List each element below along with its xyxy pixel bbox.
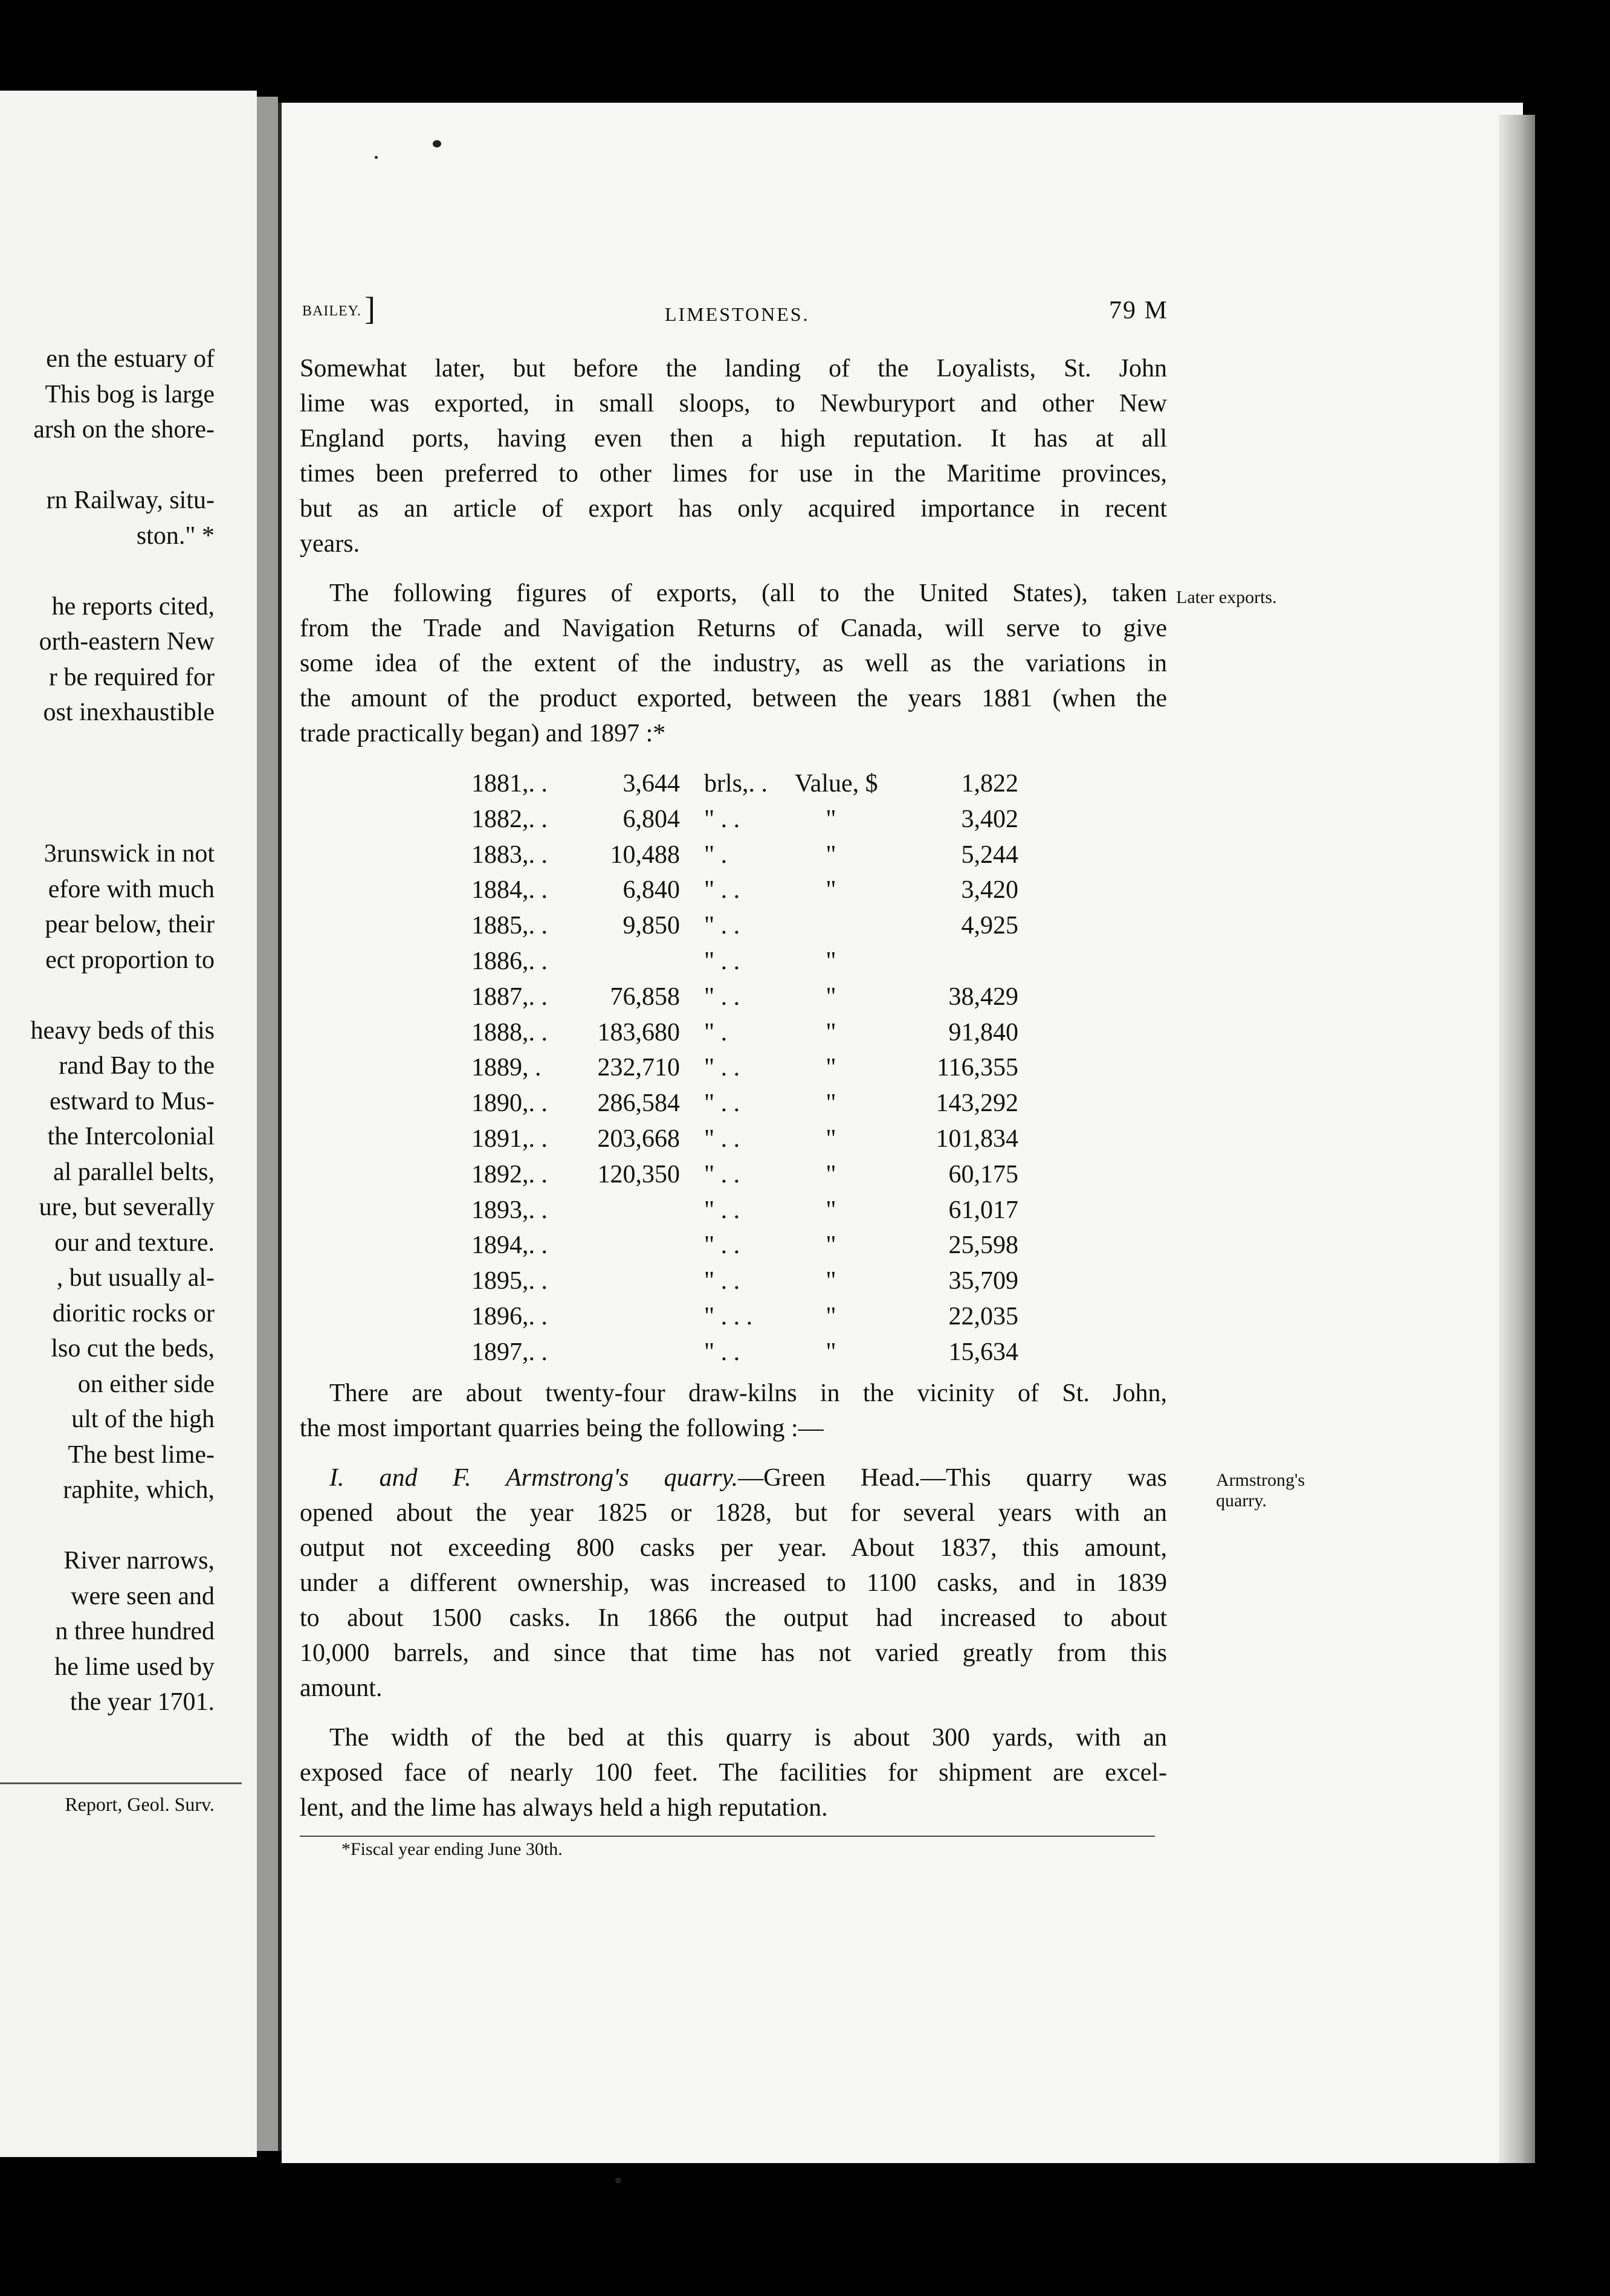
table-quantity: 183,680: [597, 1018, 680, 1046]
table-year: 1882,. .: [471, 805, 548, 833]
paragraph2-line: The following figures of exports, (all to the United States), taken: [329, 579, 1167, 607]
table-unit: " .: [704, 1018, 728, 1046]
page-edge-shadow: [1499, 115, 1535, 2163]
table-value-label: ": [826, 1054, 836, 1082]
table-unit: " . .: [704, 947, 740, 975]
left-page-line: ure, but severally: [39, 1193, 215, 1221]
table-unit: " . .: [704, 1125, 740, 1153]
left-page-line: heavy beds of this: [30, 1016, 215, 1045]
left-page-line: rn Railway, situ-: [46, 486, 215, 514]
table-quantity: 6,804: [622, 805, 680, 833]
left-page-line: ston." *: [136, 521, 215, 550]
table-unit: " . .: [704, 1089, 740, 1118]
left-page-line: estward to Mus-: [50, 1087, 215, 1115]
paragraph4-first-line: [329, 1463, 1167, 1493]
paragraph1-line: lime was exported, in small sloops, to Newburyport and other New: [300, 390, 1167, 418]
table-unit: brls,. .: [704, 770, 768, 798]
table-year: 1896,. .: [471, 1303, 548, 1330]
table-amount: 15,634: [948, 1338, 1018, 1366]
left-page-line: our and texture.: [54, 1228, 215, 1257]
left-page-footnote: Report, Geol. Surv.: [65, 1793, 215, 1815]
table-value-label: ": [826, 1125, 836, 1153]
table-quantity: 120,350: [597, 1160, 680, 1188]
table-amount: 3,420: [961, 876, 1018, 905]
left-page-line: orth-eastern New: [39, 628, 215, 656]
left-page-line: efore with much: [48, 875, 215, 903]
paragraph2-line: trade practically began) and 1897 :*: [300, 720, 666, 747]
table-year: 1891,. .: [471, 1125, 548, 1153]
paragraph1-line: years.: [300, 530, 360, 558]
table-value-label: ": [826, 1267, 836, 1295]
footnote: *Fiscal year ending June 30th.: [341, 1839, 563, 1859]
left-page-line: ost inexhaustible: [43, 698, 215, 726]
table-amount: 22,035: [948, 1303, 1018, 1330]
running-head-title: LIMESTONES.: [665, 303, 810, 325]
table-value-label: ": [826, 840, 836, 869]
table-year: 1887,. .: [471, 982, 548, 1011]
table-quantity: 76,858: [610, 982, 680, 1011]
table-amount: 116,355: [937, 1054, 1018, 1082]
paragraph4-line: 10,000 barrels, and since that time has not varied greatly from this: [300, 1639, 1167, 1667]
paragraph2-line: the amount of the product exported, between the years 1881 (when the: [300, 685, 1167, 712]
table-quantity: 6,840: [622, 876, 680, 905]
table-unit: " . .: [704, 1160, 740, 1188]
left-page-line: he reports cited,: [51, 592, 215, 621]
left-page-line: , but usually al-: [56, 1264, 215, 1292]
left-page-line: n three hundred: [55, 1617, 215, 1645]
table-year: 1889, .: [471, 1054, 542, 1082]
left-page-line: pear below, their: [45, 911, 215, 938]
table-amount: 101,834: [936, 1125, 1018, 1153]
table-value-label: ": [826, 1338, 836, 1366]
paragraph4-line: amount.: [300, 1674, 383, 1702]
left-page-line: rand Bay to the: [59, 1052, 215, 1080]
italic-lead: I. and F. Armstrong's quarry.: [329, 1464, 739, 1492]
running-head-bracket: ]: [364, 291, 375, 327]
left-page-line: 3runswick in not: [44, 840, 215, 868]
left-page-line: he lime used by: [54, 1653, 215, 1681]
margin-note-armstrong: Armstrong's: [1216, 1470, 1305, 1490]
table-year: 1893,. .: [471, 1196, 548, 1224]
table-unit: " . .: [704, 1196, 740, 1224]
table-unit: " . .: [704, 876, 740, 905]
scan-speck: [615, 2178, 621, 2184]
table-amount: 91,840: [948, 1018, 1018, 1046]
table-amount: 35,709: [948, 1267, 1018, 1295]
left-page-line: the Intercolonial: [47, 1123, 215, 1150]
left-page-line: This bog is large: [45, 380, 215, 408]
left-page-line: arsh on the shore-: [33, 416, 215, 443]
paragraph4-line: output not exceeding 800 casks per year. About 1837, this amount,: [300, 1534, 1167, 1562]
table-value-label: ": [826, 805, 836, 833]
table-value-label: ": [826, 876, 836, 905]
table-amount: 4,925: [961, 912, 1018, 940]
table-year: 1892,. .: [471, 1160, 548, 1188]
table-year: 1886,. .: [471, 947, 548, 975]
paragraph1-line: but as an article of export has only acquired importance in recent: [300, 495, 1167, 523]
table-quantity: 232,710: [597, 1054, 680, 1082]
table-quantity: 10,488: [610, 840, 680, 869]
table-quantity: 286,584: [597, 1089, 680, 1118]
table-value-label: ": [826, 1196, 836, 1224]
paragraph4-line: under a different ownership, was increased to 1100 casks, and in 1839: [300, 1569, 1167, 1597]
paragraph2-line: from the Trade and Navigation Returns of Canada, will serve to give: [300, 614, 1167, 642]
table-amount: 1,822: [961, 770, 1018, 798]
table-year: 1888,. .: [471, 1018, 548, 1046]
table-amount: 3,402: [961, 805, 1018, 833]
footnote-rule: [300, 1836, 1155, 1837]
page-number: 79 M: [1109, 297, 1168, 324]
left-page-line: lso cut the beds,: [51, 1335, 215, 1362]
left-page-line: River narrows,: [63, 1547, 215, 1575]
table-quantity: 203,668: [597, 1125, 680, 1153]
table-unit: " . .: [704, 805, 740, 833]
table-quantity: 3,644: [622, 770, 680, 798]
table-value-label: Value, $: [795, 770, 878, 798]
table-amount: 61,017: [948, 1196, 1018, 1224]
paragraph1-line: England ports, having even then a high reputation. It has at all: [300, 425, 1167, 453]
running-head-author: BAILEY.: [302, 303, 361, 319]
table-year: 1897,. .: [471, 1338, 548, 1366]
paragraph5-line: The width of the bed at this quarry is about 300 yards, with an: [329, 1724, 1167, 1752]
paragraph4-line-rest: —Green Head.—This quarry was: [738, 1464, 1167, 1492]
paragraph4-line: to about 1500 casks. In 1866 the output had increased to about: [300, 1604, 1167, 1632]
table-year: 1885,. .: [471, 912, 548, 940]
left-page-line: raphite, which,: [63, 1476, 215, 1504]
table-value-label: ": [826, 1231, 836, 1260]
table-unit: " . .: [704, 1054, 740, 1082]
left-page-fragment: [0, 91, 257, 2157]
left-page-line: al parallel belts,: [53, 1158, 215, 1186]
table-amount: 25,598: [948, 1231, 1018, 1260]
table-year: 1894,. .: [471, 1231, 548, 1260]
table-amount: 5,244: [961, 840, 1018, 869]
table-unit: " . .: [704, 912, 740, 940]
table-year: 1884,. .: [471, 876, 548, 905]
paragraph3-line: the most important quarries being the following :—: [300, 1414, 824, 1442]
left-page-line: ult of the high: [71, 1405, 215, 1433]
table-unit: " . . .: [704, 1303, 753, 1330]
left-page-line: dioritic rocks or: [52, 1299, 215, 1327]
table-value-label: ": [826, 982, 836, 1011]
table-value-label: ": [826, 1160, 836, 1188]
table-amount: 38,429: [948, 982, 1018, 1011]
paragraph3-line: There are about twenty-four draw-kilns in the vicinity of St. John,: [329, 1379, 1167, 1407]
margin-note-later-exports: Later exports.: [1176, 587, 1277, 607]
scan-speck: [375, 156, 378, 159]
paragraph5-line: exposed face of nearly 100 feet. The facilities for shipment are excel-: [300, 1759, 1167, 1787]
table-year: 1883,. .: [471, 840, 548, 869]
left-page-line: en the estuary of: [46, 345, 215, 373]
table-unit: " . .: [704, 1231, 740, 1260]
table-unit: " .: [704, 840, 728, 869]
paragraph2-line: some idea of the extent of the industry, as well as the variations in: [300, 650, 1167, 677]
table-unit: " . .: [704, 1338, 740, 1366]
table-value-label: ": [826, 1018, 836, 1046]
book-spine: [257, 97, 278, 2151]
table-unit: " . .: [704, 982, 740, 1011]
left-page-footnote-rule: [0, 1782, 242, 1784]
table-year: 1881,. .: [471, 770, 548, 798]
table-value-label: ": [826, 1303, 836, 1330]
paragraph1-line: Somewhat later, but before the landing of the Loyalists, St. John: [300, 355, 1167, 382]
table-amount: 143,292: [936, 1089, 1018, 1118]
table-unit: " . .: [704, 1267, 740, 1295]
left-page-line: the year 1701.: [70, 1688, 215, 1716]
table-year: 1890,. .: [471, 1089, 548, 1118]
left-page-line: ect proportion to: [45, 946, 215, 974]
paragraph5-line: lent, and the lime has always held a high reputation.: [300, 1794, 828, 1822]
paragraph1-line: times been preferred to other limes for use in the Maritime provinces,: [300, 460, 1167, 488]
left-page-line: were seen and: [71, 1582, 215, 1610]
table-quantity: 9,850: [622, 912, 680, 940]
scan-speck: [433, 140, 441, 147]
paragraph4-line: opened about the year 1825 or 1828, but for several years with an: [300, 1499, 1167, 1527]
left-page-line: r be required for: [48, 663, 215, 691]
margin-note-quarry: quarry.: [1216, 1491, 1267, 1511]
left-page-line: The best lime-: [68, 1440, 215, 1469]
left-page-line: on either side: [77, 1370, 215, 1398]
table-year: 1895,. .: [471, 1267, 548, 1295]
table-amount: 60,175: [948, 1160, 1018, 1188]
table-value-label: ": [826, 947, 836, 975]
table-value-label: ": [826, 1089, 836, 1118]
